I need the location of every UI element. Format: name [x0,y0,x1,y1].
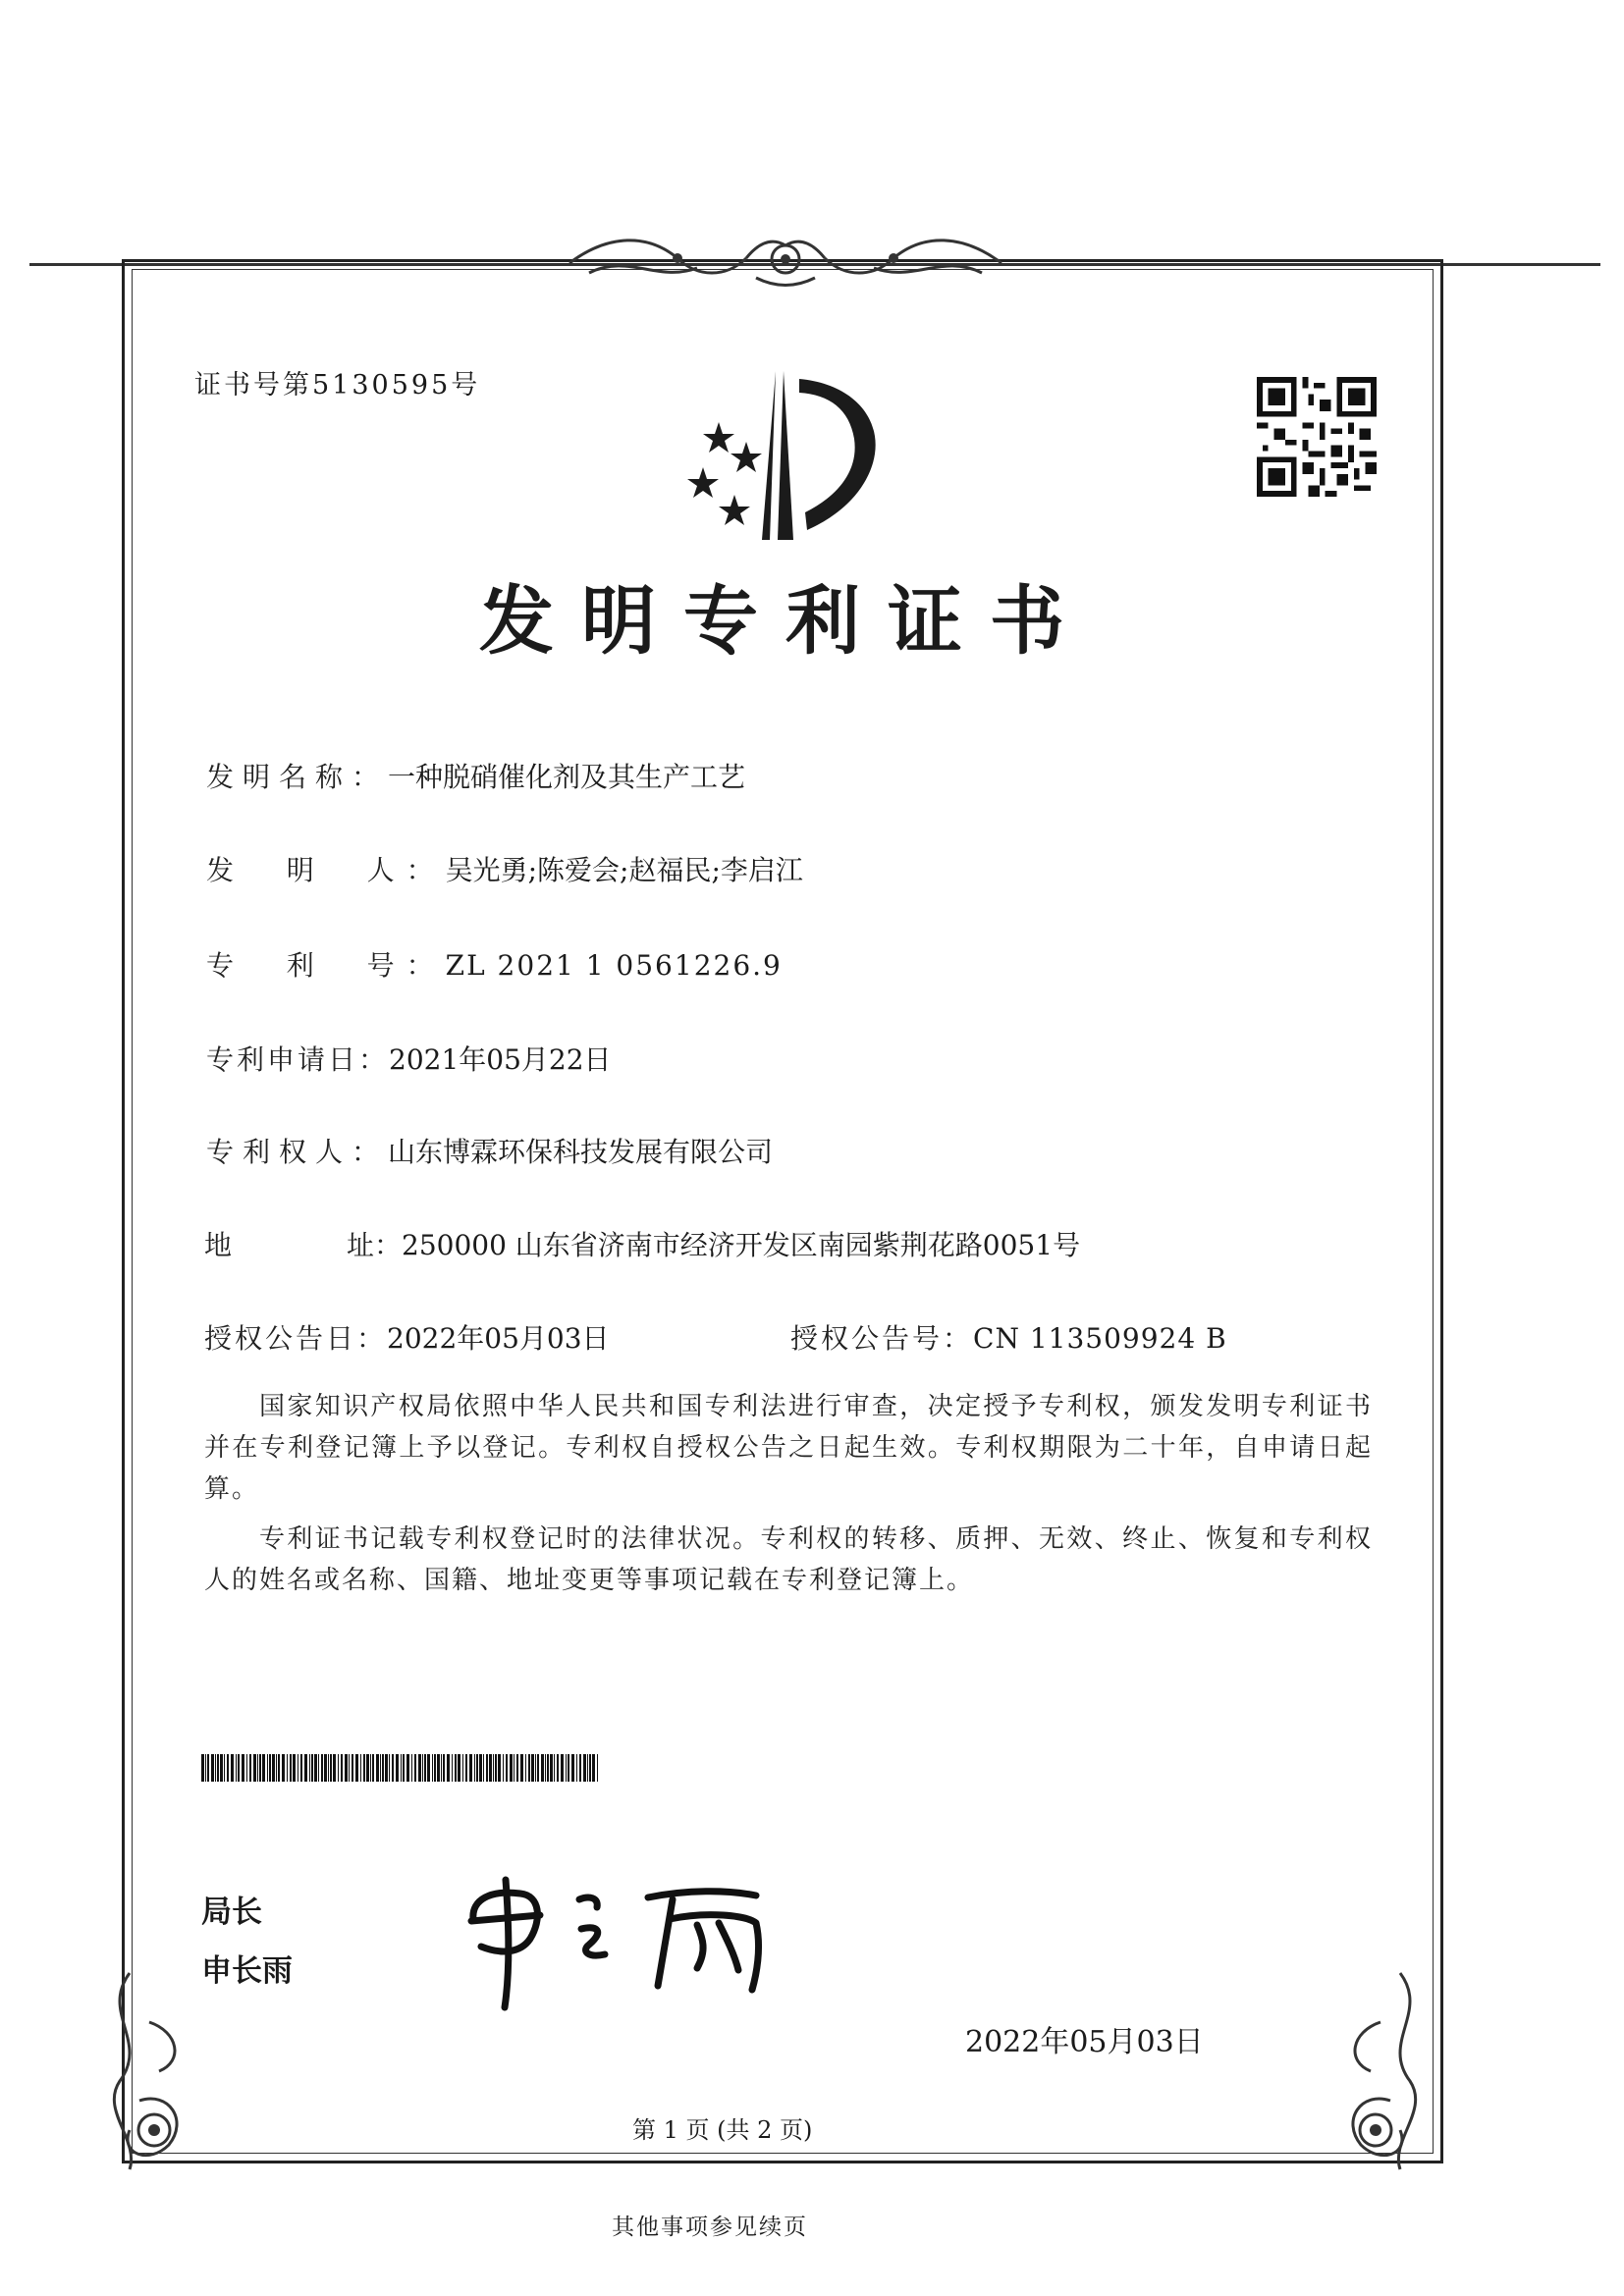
barcode-bar [224,1754,225,1782]
barcode-bar [568,1754,569,1782]
patent-no-label: 专 利 号： [206,949,446,982]
barcode-bar [483,1754,484,1782]
barcode-bar [557,1754,559,1782]
barcode-bar [246,1754,247,1782]
issue-date: 2022年05月03日 [965,2025,1204,2059]
barcode-bar [554,1754,555,1782]
barcode-bar [201,1754,204,1782]
patentee-label: 专利权人： [206,1136,389,1168]
director-name: 申长雨 [201,1953,293,1989]
barcode-bar [215,1754,216,1782]
address-label-right: 址： [347,1229,403,1261]
barcode-bar [506,1754,508,1782]
barcode-bar [437,1754,440,1782]
barcode-bar [282,1754,285,1782]
barcode-bar [389,1754,390,1782]
barcode-bar [541,1754,544,1782]
barcode-bar [333,1754,336,1782]
barcode-bar [205,1754,206,1782]
filing-date-value: 2021年05月22日 [389,1043,612,1076]
barcode-bar [278,1754,280,1782]
barcode-bar [380,1754,381,1782]
director-signature [461,1860,795,2017]
barcode-bar [309,1754,310,1782]
barcode-bar [403,1754,405,1782]
field-grant-date [204,1317,610,1357]
barcode-bar [447,1754,450,1782]
barcode-bar [503,1754,504,1782]
barcode-bar [267,1754,268,1782]
patentee-value: 山东博霖环保科技发展有限公司 [388,1136,774,1168]
barcode-bar [217,1754,219,1782]
barcode-bar [525,1754,526,1782]
barcode-bar [376,1754,379,1782]
barcode-bar [476,1754,478,1782]
barcode-bar [561,1754,564,1782]
barcode-bar [293,1754,296,1782]
barcode-bar [300,1754,302,1782]
barcode-bar [587,1754,588,1782]
barcode-bar [432,1754,433,1782]
address-value: 250000 山东省济南市经济开发区南园紫荆花路0051号 [402,1229,1081,1261]
barcode-bar [363,1754,365,1782]
barcode-bar [589,1754,591,1782]
barcode-bar [579,1754,581,1782]
barcode-bar [328,1754,329,1782]
barcode-bar [510,1754,513,1782]
barcode-bar [207,1754,209,1782]
barcode-bar [547,1754,549,1782]
grant-date-value: 2022年05月03日 [387,1322,610,1355]
barcode-bar [576,1754,577,1782]
barcode-bar [262,1754,265,1782]
barcode-bar [537,1754,539,1782]
grant-no-value: CN 113509924 B [973,1322,1227,1355]
field-inventors [206,849,803,888]
barcode-bar [259,1754,261,1782]
barcode-bar [597,1754,598,1782]
field-patent-no [206,944,783,984]
barcode-bar [424,1754,426,1782]
field-invention-name [206,756,745,795]
address-label-left: 地 [204,1229,233,1261]
barcode-bar [349,1754,350,1782]
bottom-right-ornament [1312,1963,1439,2179]
barcode-bar [535,1754,536,1782]
barcode-bar [571,1754,574,1782]
barcode-bar [566,1754,567,1782]
filing-date-label: 专利申请日： [206,1043,390,1076]
barcode-bar [324,1754,327,1782]
barcode-bar [287,1754,288,1782]
inventors-label: 发 明 人： [206,854,446,886]
barcode-bar [486,1754,488,1782]
barcode-bar [498,1754,501,1782]
barcode-bar [489,1754,492,1782]
barcode-bar [493,1754,494,1782]
barcode-bar [434,1754,436,1782]
director-title: 局长 [201,1895,262,1930]
grant-no-label: 授权公告号： [790,1322,974,1355]
barcode-bar [249,1754,251,1782]
barcode-bar [338,1754,339,1782]
barcode [201,1754,600,1782]
barcode-bar [462,1754,463,1782]
bottom-left-ornament [90,1963,218,2179]
field-grant-no [790,1317,1227,1357]
top-ornament [550,224,1021,302]
barcode-bar [465,1754,467,1782]
barcode-bar [414,1754,416,1782]
legal-paragraph-2-text: 专利证书记载专利权登记时的法律状况。专利权的转移、质押、无效、终止、恢复和专利权人的姓名或名称、国籍、地址变更等事项记载在专利登记簿上。 [204,1524,1373,1595]
barcode-bar [455,1754,457,1782]
barcode-bar [401,1754,402,1782]
barcode-bar [592,1754,595,1782]
barcode-bar [418,1754,421,1782]
barcode-bar [272,1754,275,1782]
barcode-bar [385,1754,388,1782]
barcode-bar [520,1754,523,1782]
grant-date-label: 授权公告日： [204,1322,388,1355]
barcode-bar [396,1754,399,1782]
barcode-bar [458,1754,460,1782]
legal-paragraph-2 [204,1519,1373,1601]
qr-code[interactable] [1257,377,1377,497]
barcode-bar [290,1754,292,1782]
barcode-bar [516,1754,518,1782]
barcode-bar [253,1754,256,1782]
patent-no-value: ZL 2021 1 0561226.9 [445,949,783,982]
barcode-bar [318,1754,319,1782]
barcode-bar [211,1754,214,1782]
barcode-bar [366,1754,369,1782]
barcode-bar [443,1754,445,1782]
inventors-value: 吴光勇;陈爱会;赵福民;李启江 [445,854,803,886]
barcode-bar [238,1754,240,1782]
barcode-bar [355,1754,358,1782]
barcode-bar [341,1754,343,1782]
see-continuation-note: 其他事项参见续页 [612,2215,808,2240]
barcode-bar [441,1754,442,1782]
field-filing-date [206,1039,612,1078]
field-address [204,1224,1080,1263]
barcode-bar [406,1754,409,1782]
certificate-title: 发明专利证书 [479,577,1092,665]
barcode-bar [321,1754,323,1782]
barcode-bar [269,1754,271,1782]
barcode-bar [452,1754,453,1782]
barcode-bar [495,1754,497,1782]
barcode-bar [372,1754,374,1782]
invention-name-label: 发明名称： [206,761,389,793]
barcode-bar [427,1754,430,1782]
barcode-bar [257,1754,258,1782]
barcode-bar [236,1754,237,1782]
barcode-bar [276,1754,277,1782]
barcode-bar [545,1754,546,1782]
legal-paragraph-1 [204,1386,1373,1510]
barcode-bar [311,1754,313,1782]
barcode-bar [330,1754,332,1782]
page-indicator: 第 1 页 (共 2 页) [632,2116,813,2144]
barcode-bar [531,1754,534,1782]
barcode-bar [411,1754,412,1782]
barcode-bar [345,1754,348,1782]
barcode-bar [314,1754,317,1782]
barcode-bar [227,1754,229,1782]
barcode-bar [220,1754,223,1782]
barcode-bar [360,1754,361,1782]
barcode-bar [583,1754,586,1782]
barcode-bar [550,1754,553,1782]
barcode-bar [242,1754,244,1782]
invention-name-value: 一种脱硝催化剂及其生产工艺 [388,761,746,793]
certificate-number: 证书号第5130595号 [194,370,481,400]
cnipa-emblem [668,365,903,548]
barcode-bar [422,1754,423,1782]
barcode-bar [370,1754,371,1782]
barcode-bar [304,1754,307,1782]
barcode-bar [479,1754,482,1782]
barcode-bar [474,1754,475,1782]
legal-paragraph-1-text: 国家知识产权局依照中华人民共和国专利法进行审查，决定授予专利权，颁发发明专利证书并在专利登记簿上予以登记。专利权自授权公告之日起生效。专利权期限为二十年，自申请日起算。 [204,1392,1373,1504]
barcode-bar [392,1754,394,1782]
barcode-bar [382,1754,384,1782]
barcode-bar [469,1754,472,1782]
barcode-bar [528,1754,530,1782]
field-patentee [206,1131,773,1170]
barcode-bar [352,1754,353,1782]
barcode-bar [231,1754,234,1782]
